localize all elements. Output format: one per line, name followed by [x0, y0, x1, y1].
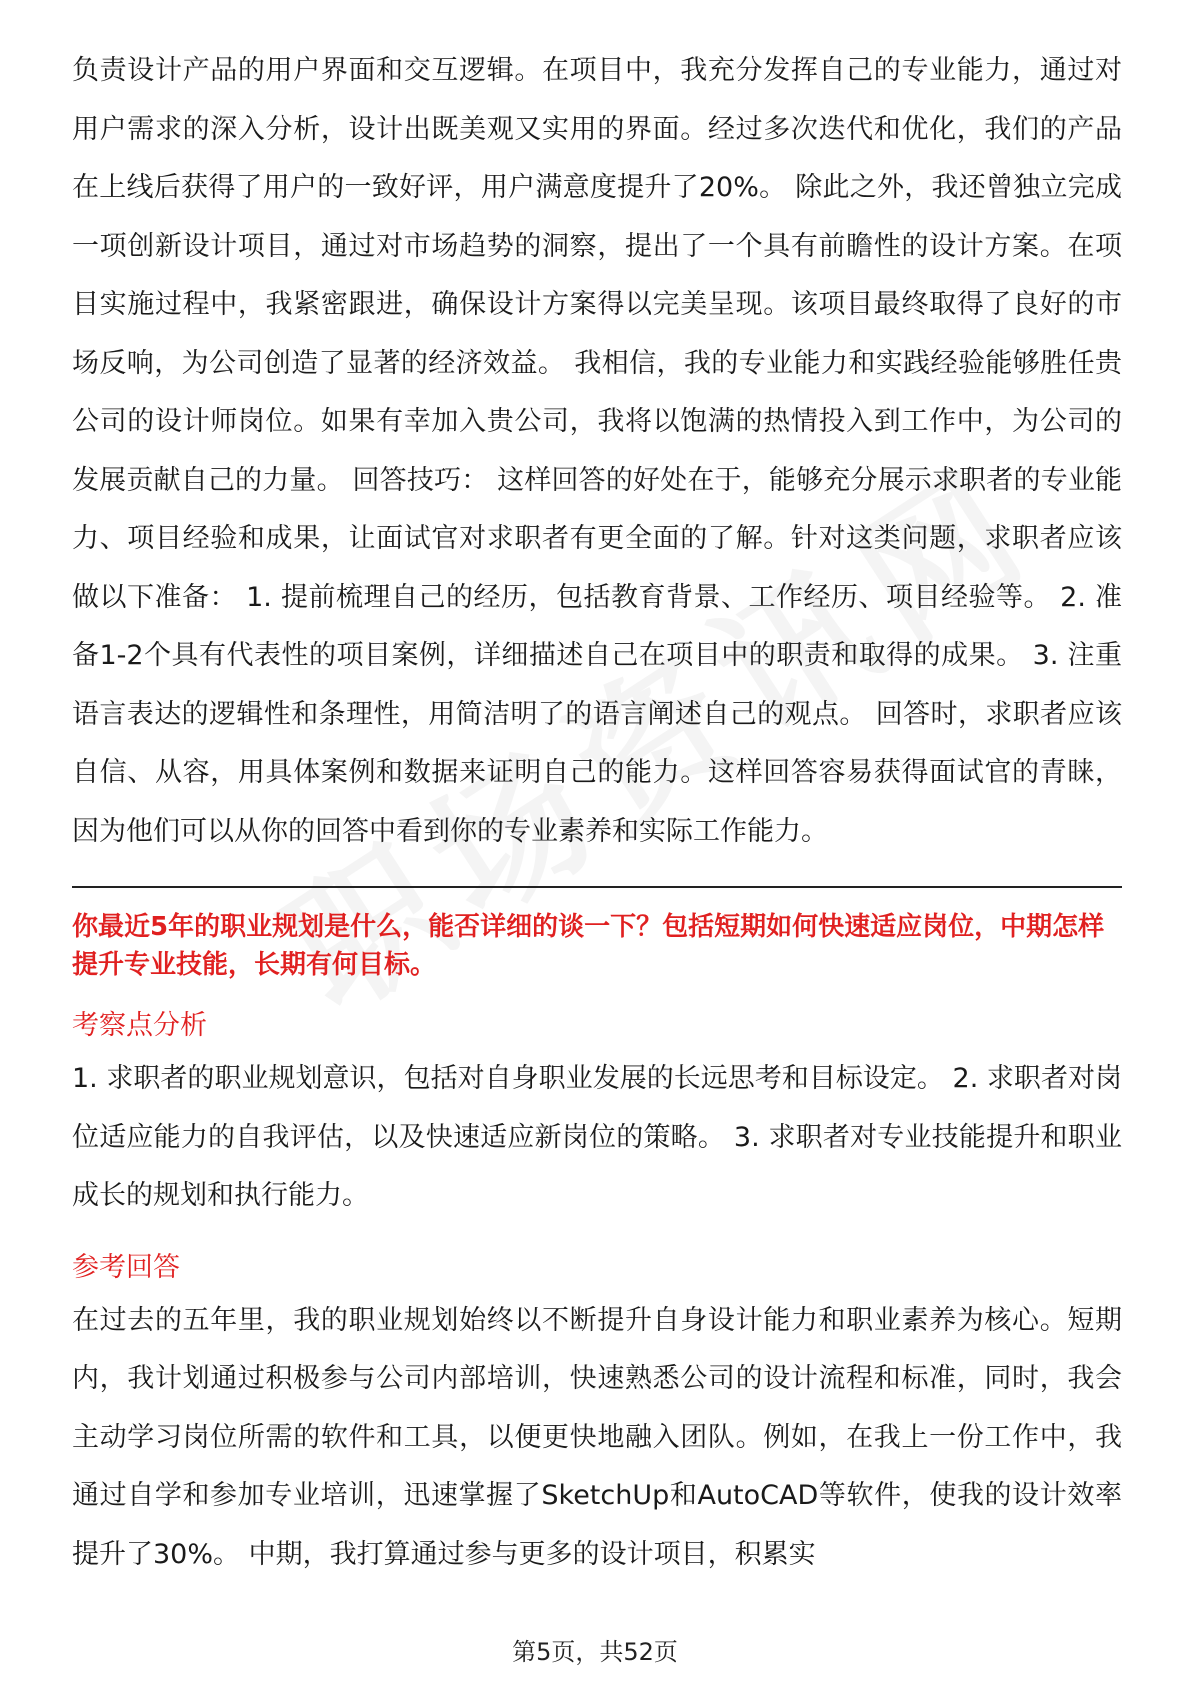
analysis-heading: 考察点分析 — [72, 1010, 207, 1041]
section-divider — [72, 886, 1122, 888]
continued-answer-text: 负责设计产品的用户界面和交互逻辑。在项目中，我充分发挥自己的专业能力，通过对用户需求的深入分析，设计出既美观又实用的界面。经过多次迭代和优化，我们的产品在上线后获得了用户的一致好评，用户满意度提升了20%。 除此之外，我还曾独立完成一项创新设计项目，通过对市场趋势的洞察，提出了一个具有前瞻性的设计方案。在项目实施过程中，我紧密跟进，确保设计方案得以完美呈现。该项目最终取得了良好的市场反响，为公司创造了显著的经济效益。 我相信，我的专业能力和实践经验能够胜任贵公司的设计师岗位。如果有幸加入贵公司，我将以饱满的热情投入到工作中，为公司的发展贡献自己的力量。 回答技巧： 这样回答的好处在于，能够充分展示求职者的专业能力、项目经验和成果，让面试官对求职者有更全面的了解。针对这类问题，求职者应该做以下准备： 1. 提前梳理自己的经历，包括教育背景、工作经历、项目经验等。 2. 准备1-2个具有代表性的项目案例，详细描述自己在项目中的职责和取得的成果。 3. 注重语言表达的逻辑性和条理性，用简洁明了的语言阐述自己的观点。 回答时，求职者应该自信、从容，用具体案例和数据来证明自己的能力。这样回答容易获得面试官的青睐，因为他们可以从你的回答中看到你的专业素养和实际工作能力。 — [72, 55, 1122, 847]
reference-answer-text: 在过去的五年里，我的职业规划始终以不断提升自身设计能力和职业素养为核心。短期内，我计划通过积极参与公司内部培训，快速熟悉公司的设计流程和标准，同时，我会主动学习岗位所需的软件和工具，以便更快地融入团队。例如，在我上一份工作中，我通过自学和参加专业培训，迅速掌握了SketchUp和AutoCAD等软件，使我的设计效率提升了30%。 中期，我打算通过参与更多的设计项目，积累实 — [72, 1304, 1122, 1570]
page-number: 第5页，共52页 — [512, 1638, 678, 1666]
analysis-text: 1. 求职者的职业规划意识，包括对自身职业发展的长远思考和目标设定。 2. 求职者对岗位适应能力的自我评估，以及快速适应新岗位的策略。 3. 求职者对专业技能提升和职业成长的规划和执行能力。 — [72, 1063, 1122, 1211]
page-content — [72, 42, 1122, 1584]
interview-question: 你最近5年的职业规划是什么，能否详细的谈一下？包括短期如何快速适应岗位，中期怎样提升专业技能，长期有何目标。 — [72, 912, 1105, 980]
reference-answer-heading: 参考回答 — [72, 1251, 180, 1283]
